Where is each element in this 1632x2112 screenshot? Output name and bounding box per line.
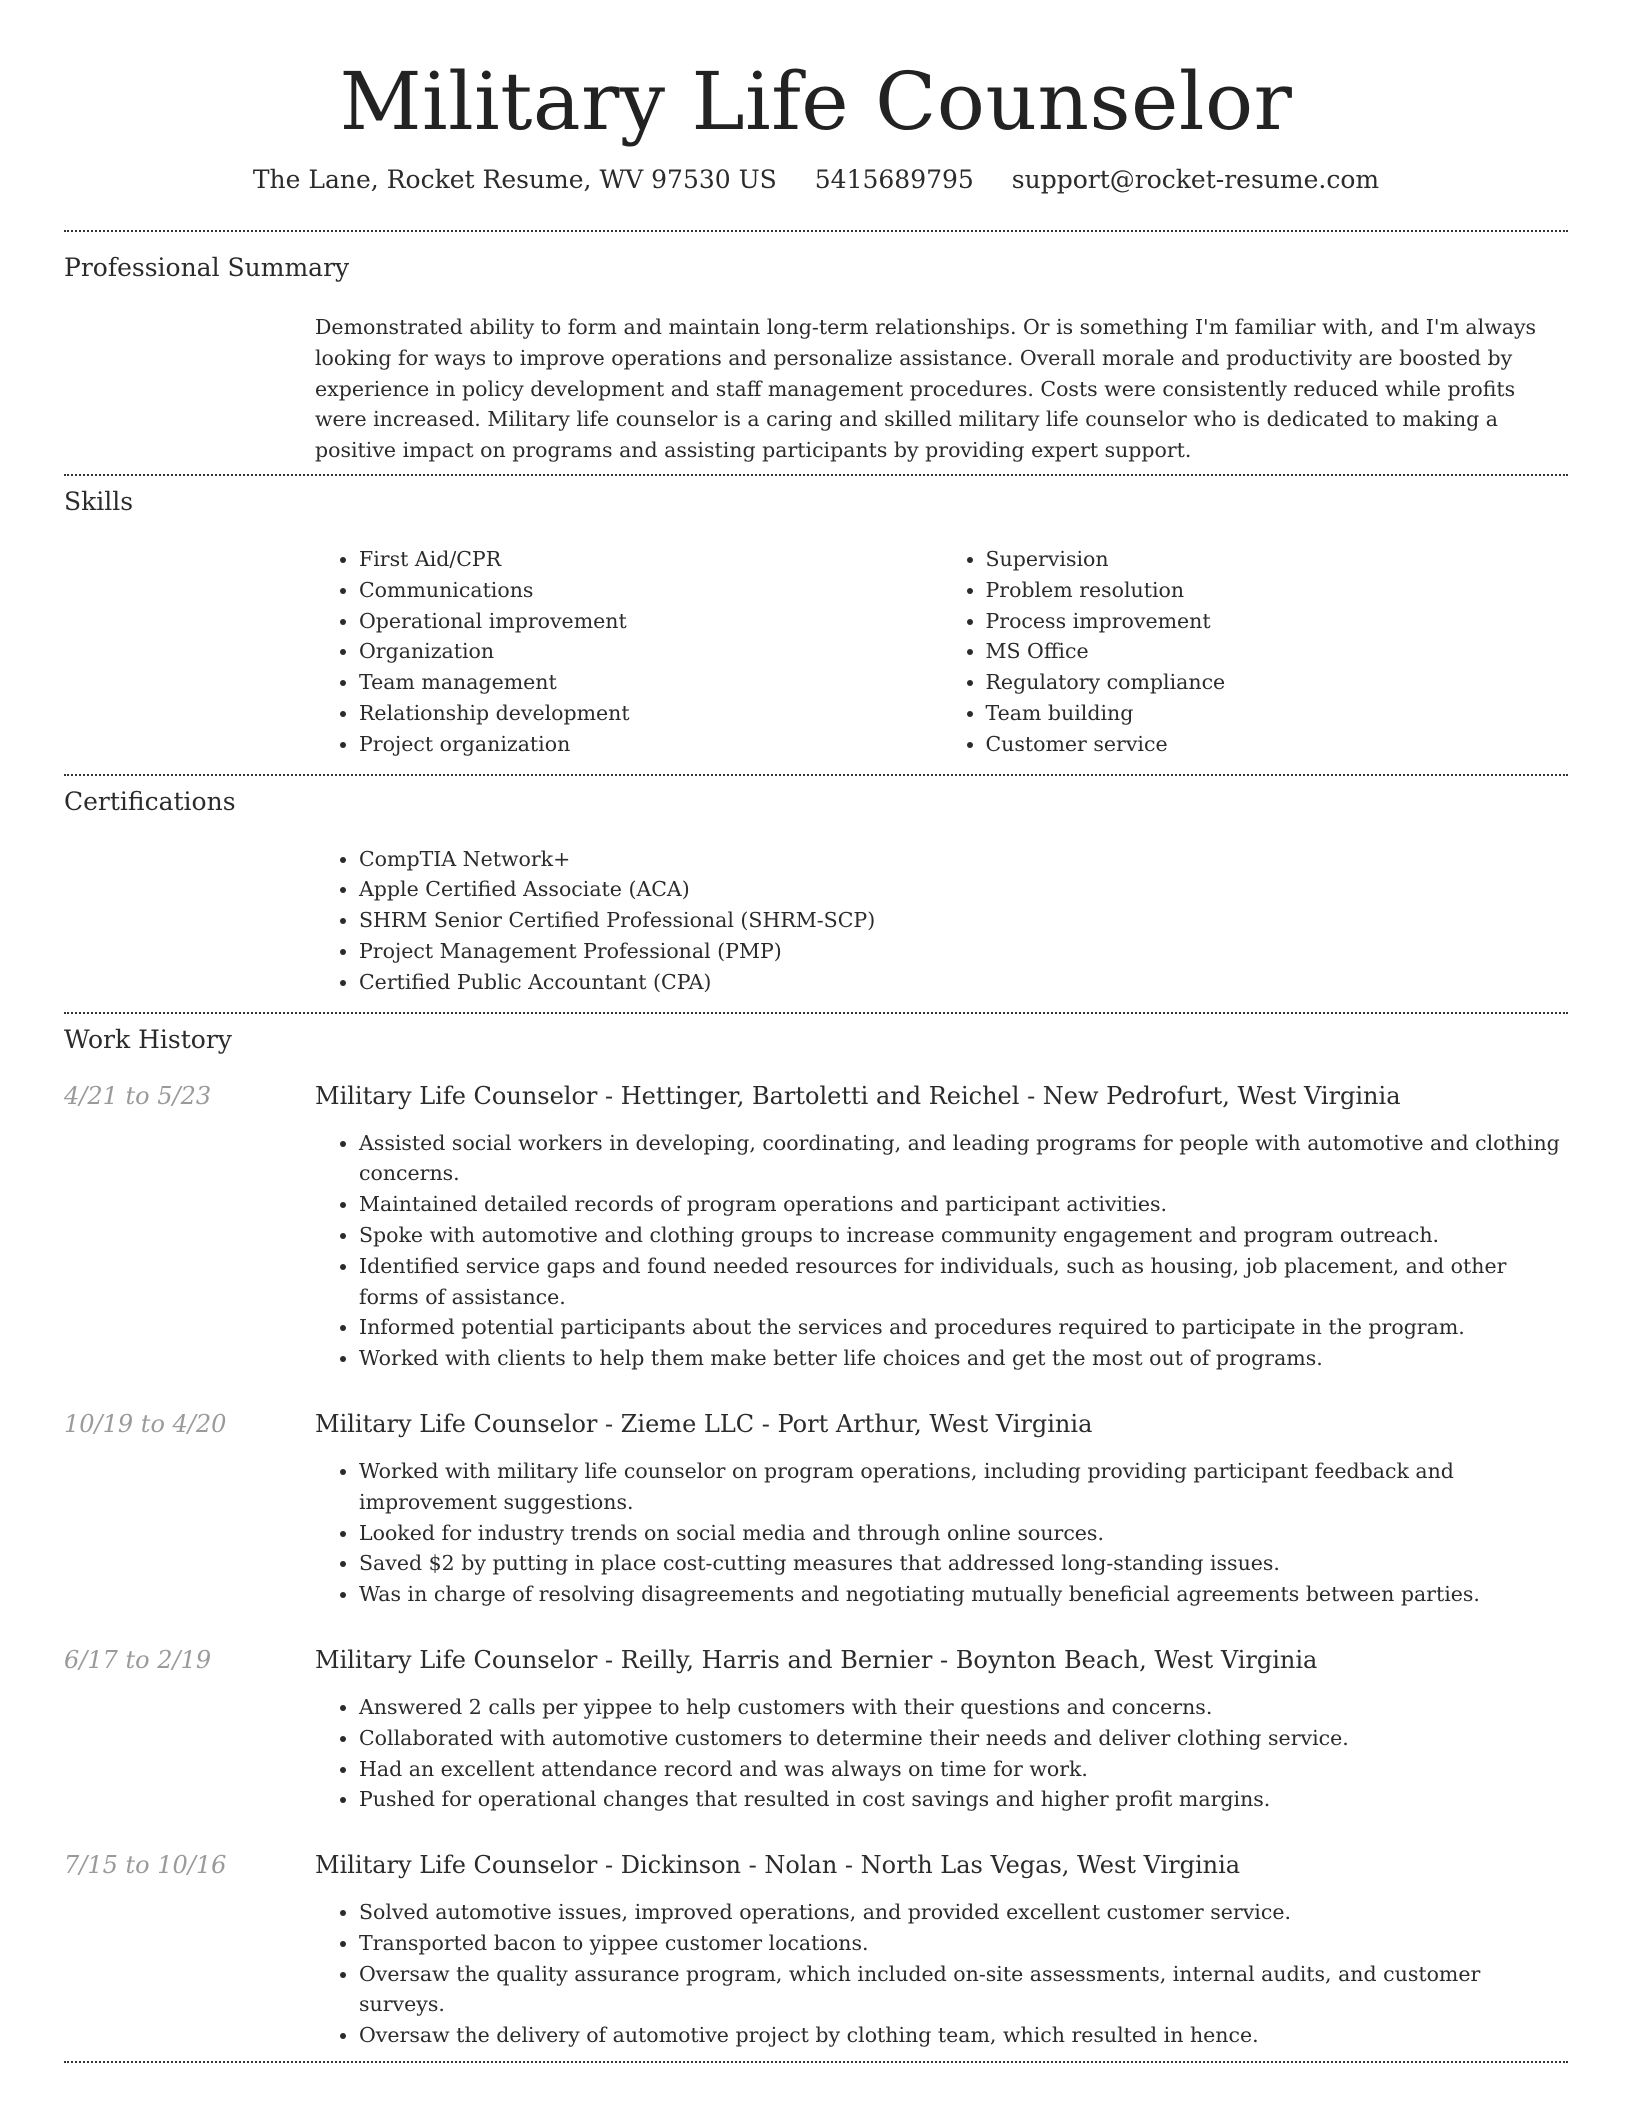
phone: 5415689795 xyxy=(814,165,974,194)
job-bullet: • Looked for industry trends on social media and through online sources. xyxy=(359,1518,1568,1549)
job-header xyxy=(64,1408,1568,1440)
skill-item: • Project organization xyxy=(359,729,942,760)
skills-section xyxy=(64,476,1568,774)
skill-item: • Relationship development xyxy=(359,698,942,729)
skill-item: • MS Office xyxy=(986,636,1569,667)
job-bullet: • Spoke with automotive and clothing groups to increase community engagement and program outreach. xyxy=(359,1220,1568,1251)
job-entry xyxy=(64,1408,1568,1610)
job-body xyxy=(315,1456,1568,1610)
job-title: Military Life Counselor - Hettinger, Bartoletti and Reichel - New Pedrofurt, West Virginia xyxy=(315,1081,1401,1110)
job-bullet: • Saved $2 by putting in place cost-cutting measures that addressed long-standing issues. xyxy=(359,1548,1568,1579)
job-bullet: • Oversaw the quality assurance program, which included on-site assessments, internal audits, and customer surveys. xyxy=(359,1959,1568,2021)
job-bullets xyxy=(315,1897,1568,2051)
job-header xyxy=(64,1849,1568,1881)
address: The Lane, Rocket Resume, WV 97530 US xyxy=(252,165,777,194)
section-title-summary: Professional Summary xyxy=(64,253,350,282)
skill-item: • Team building xyxy=(986,698,1569,729)
skill-item: • First Aid/CPR xyxy=(359,544,942,575)
section-title-work-history: Work History xyxy=(64,1024,232,1054)
job-bullet: • Maintained detailed records of program operations and participant activities. xyxy=(359,1189,1568,1220)
resume-page xyxy=(64,0,1568,2063)
job-bullet: • Worked with military life counselor on program operations, including providing participant feedback and improvement suggestions. xyxy=(359,1456,1568,1518)
job-bullet: • Answered 2 calls per yippee to help customers with their questions and concerns. xyxy=(359,1692,1568,1723)
job-bullet: • Oversaw the delivery of automotive project by clothing team, which resulted in hence. xyxy=(359,2020,1568,2051)
certifications-section xyxy=(64,776,1568,1012)
certification-item: • Certified Public Accountant (CPA) xyxy=(359,967,1568,998)
certification-item: • CompTIA Network+ xyxy=(359,844,1568,875)
skill-item: • Organization xyxy=(359,636,942,667)
job-header xyxy=(64,1644,1568,1676)
certification-item: • SHRM Senior Certified Professional (SHRM-SCP) xyxy=(359,905,1568,936)
job-body xyxy=(315,1897,1568,2061)
job-body xyxy=(315,1692,1568,1815)
summary-section xyxy=(64,232,1568,474)
job-bullet: • Had an excellent attendance record and was always on time for work. xyxy=(359,1754,1568,1785)
summary-text: Demonstrated ability to form and maintain long-term relationships. Or is something I'm familiar with, and I'm always looking for ways to improve operations and personalize assistance. Overall morale and productivity are boosted by experience in policy development and staff management procedures. Costs were consistently reduced while profits were increased. Military life counselor is a caring and skilled military life counselor who is dedicated to making a positive impact on programs and assisting participants by providing expert support. xyxy=(315,315,1537,463)
job-dates: 10/19 to 4/20 xyxy=(64,1409,227,1438)
job-entry xyxy=(64,1644,1568,1815)
contact-line xyxy=(64,162,1568,198)
certification-item: • Project Management Professional (PMP) xyxy=(359,936,1568,967)
job-bullet: • Identified service gaps and found needed resources for individuals, such as housing, job placement, and other forms of assistance. xyxy=(359,1251,1568,1313)
job-bullet: • Was in charge of resolving disagreements and negotiating mutually beneficial agreements between parties. xyxy=(359,1579,1568,1610)
section-title-certifications: Certifications xyxy=(64,786,236,816)
skill-item: • Operational improvement xyxy=(359,606,942,637)
job-bullets xyxy=(315,1456,1568,1610)
job-bullet: • Assisted social workers in developing, coordinating, and leading programs for people with automotive and clothing concerns. xyxy=(359,1128,1568,1190)
job-bullet: • Worked with clients to help them make better life choices and get the most out of programs. xyxy=(359,1343,1568,1374)
skill-item: • Process improvement xyxy=(986,606,1569,637)
job-bullet: • Pushed for operational changes that resulted in cost savings and higher profit margins. xyxy=(359,1784,1568,1815)
job-header xyxy=(64,1080,1568,1112)
job-body xyxy=(315,1128,1568,1374)
job-bullets xyxy=(315,1692,1568,1815)
skills-columns xyxy=(315,544,1568,774)
skill-item: • Communications xyxy=(359,575,942,606)
skill-item: • Supervision xyxy=(986,544,1569,575)
job-dates: 6/17 to 2/19 xyxy=(64,1645,212,1674)
job-title: Military Life Counselor - Dickinson - Nolan - North Las Vegas, West Virginia xyxy=(315,1851,1241,1880)
job-bullet: • Informed potential participants about the services and procedures required to participate in the program. xyxy=(359,1312,1568,1343)
skill-item: • Regulatory compliance xyxy=(986,667,1569,698)
job-dates: 7/15 to 10/16 xyxy=(64,1851,227,1880)
section-title-skills: Skills xyxy=(64,486,134,516)
skill-item: • Customer service xyxy=(986,729,1569,760)
candidate-name: Military Life Counselor xyxy=(339,55,1293,148)
skill-item: • Team management xyxy=(359,667,942,698)
job-bullets xyxy=(315,1128,1568,1374)
job-entry xyxy=(64,1080,1568,1374)
job-bullet: • Collaborated with automotive customers to determine their needs and deliver clothing service. xyxy=(359,1723,1568,1754)
job-bullet: • Solved automotive issues, improved operations, and provided excellent customer service. xyxy=(359,1897,1568,1928)
divider xyxy=(64,2061,1568,2063)
job-bullet: • Transported bacon to yippee customer locations. xyxy=(359,1928,1568,1959)
job-title: Military Life Counselor - Reilly, Harris and Bernier - Boynton Beach, West Virginia xyxy=(315,1645,1318,1674)
skills-list-left xyxy=(315,544,942,760)
work-history-section xyxy=(64,1014,1568,2062)
certification-item: • Apple Certified Associate (ACA) xyxy=(359,874,1568,905)
skills-list-right xyxy=(942,544,1569,760)
email: support@rocket-resume.com xyxy=(1011,165,1380,194)
certifications-list xyxy=(315,844,1568,998)
certifications-body xyxy=(315,844,1568,1012)
job-dates: 4/21 to 5/23 xyxy=(64,1081,212,1110)
skill-item: • Problem resolution xyxy=(986,575,1569,606)
job-entry xyxy=(64,1849,1568,2061)
job-title: Military Life Counselor - Zieme LLC - Port Arthur, West Virginia xyxy=(315,1409,1093,1438)
